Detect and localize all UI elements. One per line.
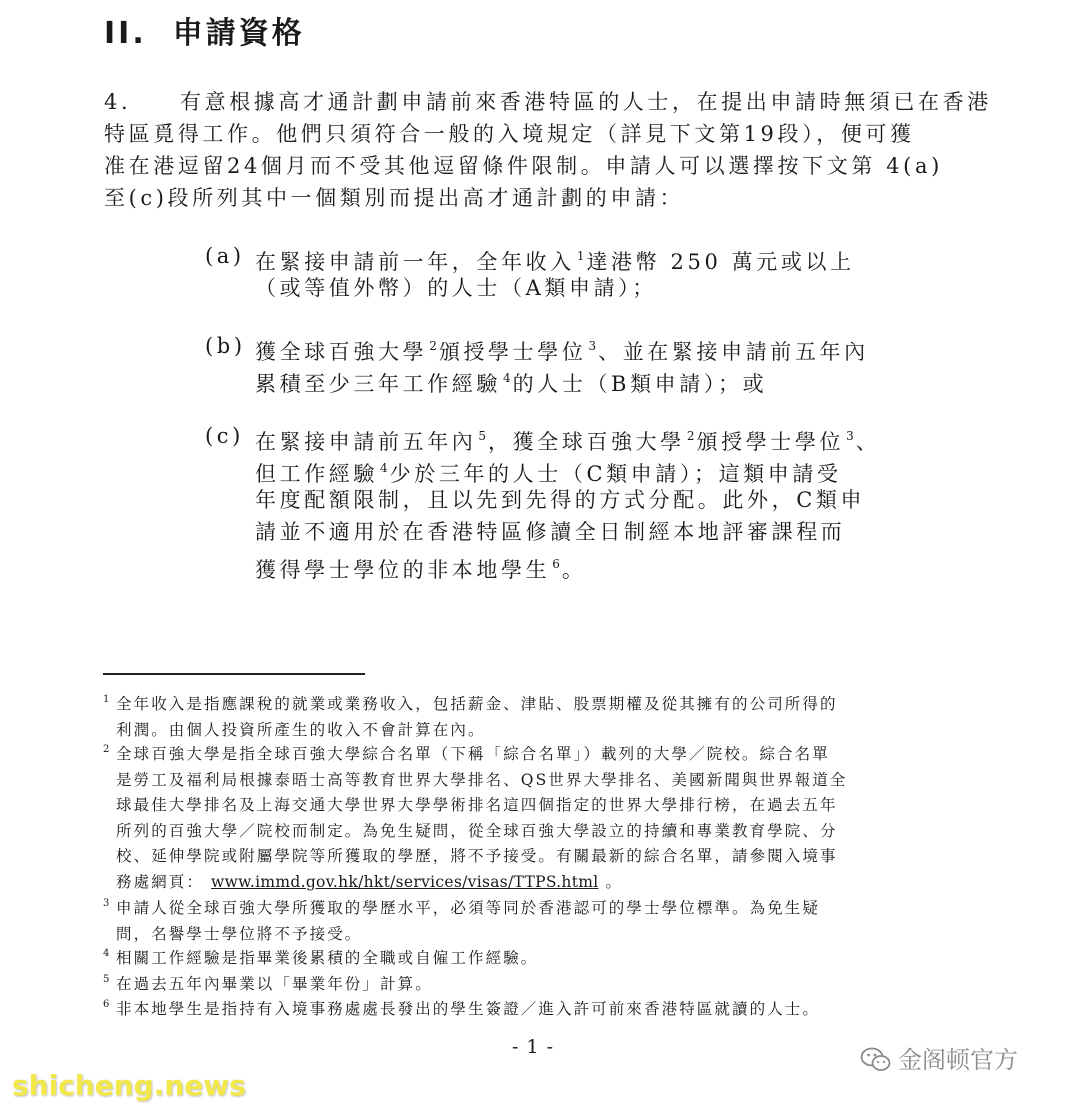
footnote-1-number: 1 [103,694,110,705]
footnote-2-line: 是勞工及福利局根據泰晤士高等教育世界大學排名、QS世界大學排名、美國新聞與世界報道全 [116,770,848,789]
item-b-text: 獲全球百強大學 [255,340,428,364]
item-c-text: 頒授學士學位 [696,430,845,454]
footnote-1-line: 全年收入是指應課稅的就業或業務收入，包括薪金、津貼、股票期權及從其擁有的公司所得的 [116,695,838,713]
footnote-2-text: 。 [605,872,624,891]
footnote-3-number: 3 [103,898,110,909]
item-b-label: (b) [205,334,246,358]
item-c-text: ，獲全球百強大學 [488,430,685,454]
footnote-ref-1[interactable]: 1 [576,249,585,263]
item-c-text: 獲得學士學位的非本地學生 [255,558,551,582]
item-c-text: 在緊接申請前五年內 [255,430,477,454]
item-c-text: 。 [561,558,587,582]
footnote-4-number: 4 [103,948,110,959]
footnote-2-text: 務處網頁： [116,872,205,891]
footnote-ref-2[interactable]: 2 [686,429,695,443]
footnote-3-line: 問，名譽學士學位將不予接受。 [116,924,363,943]
footnote-2-line: 球最佳大學排名及上海交通大學世界大學學術排名這四個指定的世界大學排行榜，在過去五年 [116,796,838,814]
immd-website-link[interactable]: www.immd.gov.hk/hkt/services/visas/TTPS.html [211,872,599,891]
account-name: 金阁顿官方 [898,1046,1018,1074]
section-heading [104,8,305,52]
footnote-4 [103,946,539,972]
footnote-4-line: 相關工作經驗是指畢業後累積的全職或自僱工作經驗。 [116,949,539,967]
item-c-text: 少於三年的人士（C類申請）；這類申請受 [389,462,842,486]
footnote-3 [103,896,821,947]
footnote-2-line: 全球百強大學是指全球百強大學綜合名單（下稱「綜合名單」）載列的大學／院校。綜合名單 [116,745,830,763]
item-a-label: (a) [205,244,245,268]
footnote-2 [103,742,848,895]
footnote-ref-3[interactable]: 3 [846,429,854,443]
item-b-text: 、並在緊接申請前五年內 [598,340,869,364]
footnote-6 [103,997,821,1023]
item-c-line-5 [255,548,586,586]
item-b-line-2 [255,362,767,400]
footnote-ref-3[interactable]: 3 [588,339,597,353]
paragraph-4-number: 4. [104,90,132,114]
footnote-ref-2[interactable]: 2 [429,339,437,353]
item-b-text: 的人士（B類申請）；或 [512,372,768,396]
footnote-2-number: 2 [103,744,110,755]
footnote-5-line: 在過去五年內畢業以「畢業年份」計算。 [116,975,433,993]
item-c-label: (c) [205,424,244,448]
footnote-1 [103,692,838,743]
footnote-ref-4[interactable]: 4 [380,461,388,475]
footnote-ref-5[interactable]: 5 [478,429,487,443]
page-number: - 1 - [512,1036,555,1058]
footnote-ref-4[interactable]: 4 [503,371,511,385]
item-c-line-4: 請並不適用於在香港特區修讀全日制經本地評審課程而 [255,520,846,544]
footnote-5-number: 5 [103,974,110,985]
item-b-text: 累積至少三年工作經驗 [255,372,501,396]
section-title: 申請資格 [172,16,305,51]
footnote-2-line: 所列的百強大學／院校而制定。為免生疑問，從全球百強大學設立的持續和專業教育學院、分 [116,821,838,840]
wechat-icon [860,1046,892,1074]
footnote-separator [103,673,365,675]
paragraph-4-line-2: 特區覓得工作。他們只須符合一般的入境規定（詳見下文第19段），便可獲 [104,122,915,146]
item-a-text: 達港幣 250 萬元或以上 [586,250,855,274]
footnote-6-line: 非本地學生是指持有入境事務處處長發出的學生簽證／進入許可前來香港特區就讀的人士。 [116,1000,821,1018]
paragraph-4-line-3: 准在港逗留24個月而不受其他逗留條件限制。申請人可以選擇按下文第 4(a) [104,154,943,178]
site-watermark: shicheng.news [12,1069,246,1102]
item-a-text: 在緊接申請前一年，全年收入 [255,250,575,274]
footnote-5 [103,972,433,998]
footnote-6-number: 6 [103,999,110,1010]
item-c-line-3: 年度配額限制，且以先到先得的方式分配。此外，C類申 [255,488,866,512]
item-c-text: 但工作經驗 [255,462,378,486]
item-a-line-2: （或等值外幣）的人士（A類申請）； [255,276,657,300]
footnote-2-line: 校、延伸學院或附屬學院等所獲取的學歷，將不予接受。有關最新的綜合名單，請參閱入境事 [116,847,838,865]
item-b-text: 頒授學士學位 [438,340,587,364]
section-number: II. [104,16,147,51]
account-watermark [860,1040,1018,1075]
footnote-3-line: 申請人從全球百強大學所獲取的學歷水平，必須等同於香港認可的學士學位標準。為免生疑 [116,899,821,917]
paragraph-4-line-4: 至(c)段所列其中一個類別而提出高才通計劃的申請： [104,186,685,210]
footnote-2-line [116,870,848,896]
footnote-1-line: 利潤。由個人投資所產生的收入不會計算在內。 [116,720,486,739]
footnote-ref-6[interactable]: 6 [552,557,560,571]
item-c-text: 、 [855,430,881,454]
paragraph-4-line-1: 有意根據高才通計劃申請前來香港特區的人士，在提出申請時無須已在香港 [180,90,992,114]
